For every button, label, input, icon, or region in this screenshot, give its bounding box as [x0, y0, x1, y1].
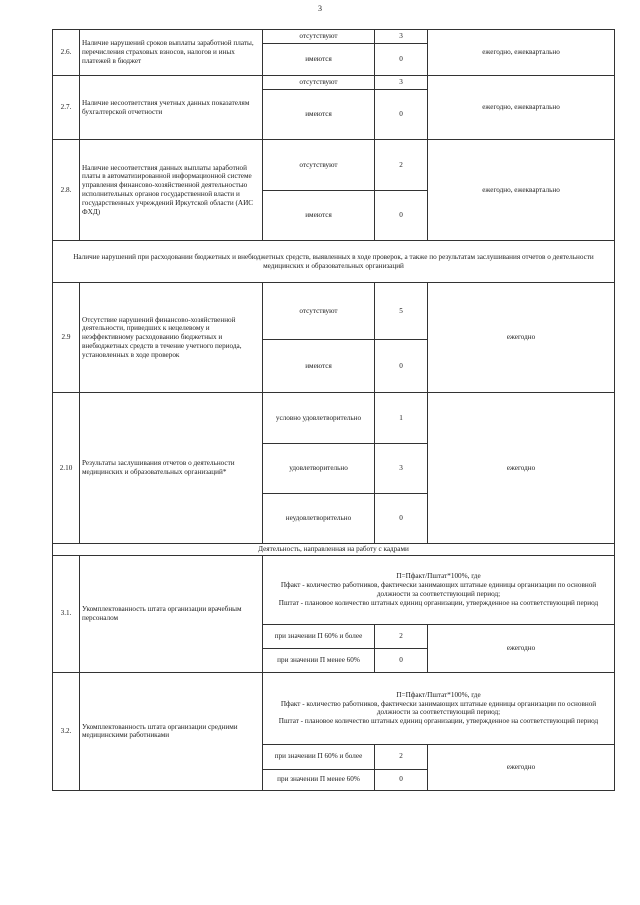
- table-row: [53, 76, 615, 90]
- indicator-title: Наличие несоответствия учетных данных показателям бухгалтерской отчетности: [80, 76, 263, 140]
- criterion-option: при значении П 60% и более: [263, 744, 375, 769]
- formula-staff-desc: Пштат - плановое количество штатных единиц организации, утвержденное на соответствующий период: [278, 717, 599, 726]
- period-cell: ежегодно, ежеквартально: [428, 140, 615, 241]
- criteria-table: [52, 29, 615, 791]
- row-number: 2.9: [53, 283, 80, 393]
- row-number: 3.1.: [53, 555, 80, 672]
- row-number: 2.7.: [53, 76, 80, 140]
- row-number: 2.8.: [53, 140, 80, 241]
- table-row: [53, 393, 615, 444]
- formula-text: П=Пфакт/Пштат*100%, где: [396, 690, 481, 699]
- table-row: [53, 30, 615, 44]
- formula-fact-desc: Пфакт - количество работников, фактически занимающих штатные единицы организации по основной должности за соответствующий период;: [280, 581, 597, 598]
- criterion-option: имеются: [263, 340, 375, 393]
- period-cell: ежегодно: [428, 393, 615, 544]
- criterion-option: отсутствуют: [263, 140, 375, 191]
- score-value: 5: [375, 283, 428, 340]
- score-value: 2: [375, 744, 428, 769]
- score-value: 0: [375, 494, 428, 544]
- row-number: 2.6.: [53, 30, 80, 76]
- score-value: 0: [375, 769, 428, 790]
- score-value: 0: [375, 90, 428, 140]
- indicator-title: Укомплектованность штата организации средними медицинскими работниками: [80, 672, 263, 790]
- section-header: Деятельность, направленная на работу с кадрами: [53, 544, 615, 556]
- table-row: [53, 672, 615, 744]
- criterion-option: при значении П менее 60%: [263, 648, 375, 672]
- period-cell: ежегодно, ежеквартально: [428, 30, 615, 76]
- criterion-option: при значении П 60% и более: [263, 624, 375, 648]
- score-value: 3: [375, 76, 428, 90]
- score-value: 2: [375, 140, 428, 191]
- table-row: [53, 140, 615, 191]
- score-value: 3: [375, 444, 428, 494]
- score-value: 3: [375, 30, 428, 44]
- table-row: [53, 283, 615, 340]
- formula-staff-desc: Пштат - плановое количество штатных единиц организации, утвержденное на соответствующий период: [278, 598, 599, 607]
- score-value: 0: [375, 191, 428, 241]
- row-number: 2.10: [53, 393, 80, 544]
- criterion-option: неудовлетворительно: [263, 494, 375, 544]
- section-header: Наличие нарушений при расходовании бюджетных и внебюджетных средств, выявленных в ходе проверок, а также по результатам заслушивания отчетов о деятельности медицинских и образовательных организаций: [53, 241, 615, 283]
- period-cell: ежегодно: [428, 744, 615, 790]
- criterion-option: имеются: [263, 90, 375, 140]
- indicator-title: Результаты заслушивания отчетов о деятельности медицинских и образовательных организаций*: [80, 393, 263, 544]
- criterion-option: условно удовлетворительно: [263, 393, 375, 444]
- score-value: 0: [375, 340, 428, 393]
- criterion-option: при значении П менее 60%: [263, 769, 375, 790]
- score-value: 0: [375, 44, 428, 76]
- criterion-option: отсутствуют: [263, 283, 375, 340]
- criterion-option: отсутствуют: [263, 30, 375, 44]
- formula-text: П=Пфакт/Пштат*100%, где: [396, 572, 481, 581]
- formula-fact-desc: Пфакт - количество работников, фактически занимающих штатные единицы организации по основной должности за соответствующий период;: [280, 699, 597, 717]
- criterion-option: имеются: [263, 44, 375, 76]
- criterion-option: отсутствуют: [263, 76, 375, 90]
- criterion-option: имеются: [263, 191, 375, 241]
- formula-cell: [263, 555, 615, 624]
- indicator-title: Наличие несоответствия данных выплаты заработной платы в автоматизированной информационной системе управления финансово-хозяйственной деятельностью исполнительных органов государственной власти и государственных учреждений Иркутской области (АИС ФХД): [80, 140, 263, 241]
- period-cell: ежегодно: [428, 283, 615, 393]
- score-value: 1: [375, 393, 428, 444]
- formula-cell: [263, 672, 615, 744]
- score-value: 2: [375, 624, 428, 648]
- table-row: [53, 241, 615, 283]
- table-row: [53, 555, 615, 624]
- indicator-title: Наличие нарушений сроков выплаты заработной платы, перечисления страховых взносов, налогов и иных платежей в бюджет: [80, 30, 263, 76]
- table-row: [53, 544, 615, 556]
- indicator-title: Укомплектованность штата организации врачебным персоналом: [80, 555, 263, 672]
- criterion-option: удовлетворительно: [263, 444, 375, 494]
- period-cell: ежегодно: [428, 624, 615, 672]
- indicator-title: Отсутствие нарушений финансово-хозяйственной деятельности, приведших к нецелевому и неэффективному расходованию бюджетных и внебюджетных средств в течение учетного периода, установленных в ходе проверок: [80, 283, 263, 393]
- page-number: 3: [318, 4, 322, 13]
- score-value: 0: [375, 648, 428, 672]
- row-number: 3.2.: [53, 672, 80, 790]
- period-cell: ежегодно, ежеквартально: [428, 76, 615, 140]
